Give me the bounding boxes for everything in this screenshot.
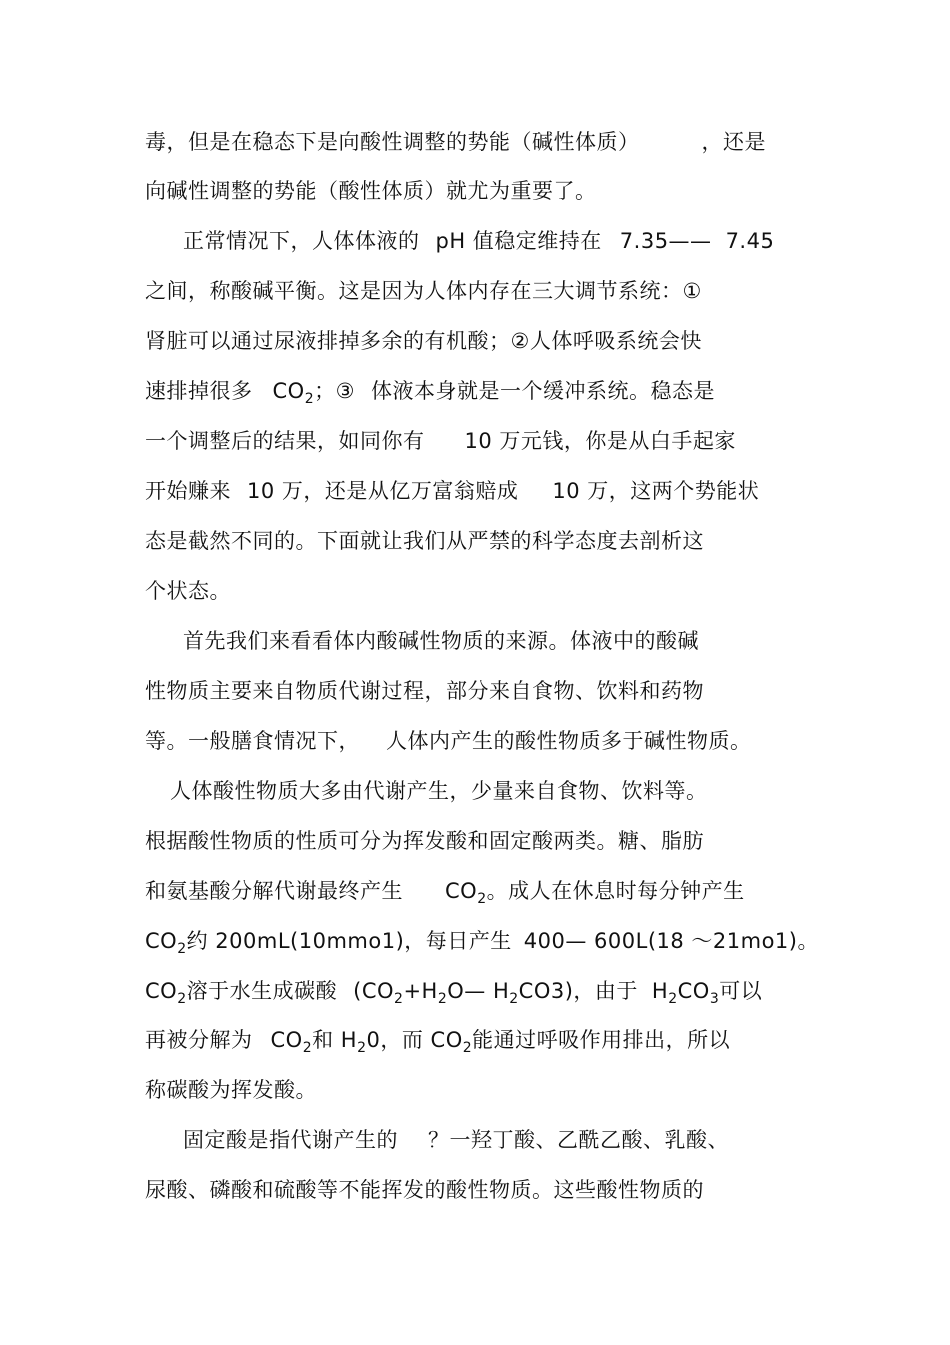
subscript: 2 — [302, 1040, 313, 1056]
subscript: 2 — [437, 991, 448, 1007]
text-line-10 — [145, 577, 231, 605]
text-line-9 — [145, 527, 704, 555]
text-segment: 0，而 CO — [366, 1028, 463, 1052]
text-segment: 尿酸、磷酸和硫酸等不能挥发的酸性物质。这些酸性物质的 — [145, 1178, 704, 1202]
text-line-13 — [145, 727, 752, 755]
text-segment: 10 万元钱，你是从白手起家 — [464, 429, 736, 453]
text-segment: 速排掉很多 — [145, 379, 253, 403]
text-segment: 根据酸性物质的性质可分为挥发酸和固定酸两类。糖、脂肪 — [145, 829, 704, 853]
subscript: 2 — [357, 1040, 367, 1056]
text-segment: 和 H — [312, 1028, 358, 1052]
text-segment: O— H — [447, 979, 510, 1003]
text-segment: CO — [145, 979, 178, 1003]
text-segment: ，还是 — [701, 130, 766, 154]
text-line-20 — [145, 1076, 317, 1104]
text-segment: CO — [677, 979, 710, 1003]
text-segment: 10 万，这两个势能状 — [552, 479, 760, 503]
text-segment: ？一羟丁酸、乙酰乙酸、乳酸、 — [428, 1128, 729, 1152]
subscript: 2 — [462, 1040, 473, 1056]
text-segment: 肾脏可以通过尿液排掉多余的有机酸；②人体呼吸系统会快 — [145, 329, 702, 353]
text-segment: CO — [445, 879, 478, 903]
subscript: 2 — [668, 991, 678, 1007]
text-line-16 — [145, 877, 745, 905]
text-line-17 — [145, 927, 819, 955]
subscript: 3 — [709, 991, 720, 1007]
text-line-18 — [145, 977, 762, 1005]
text-line-1 — [145, 128, 766, 156]
text-line-12 — [145, 677, 704, 705]
text-segment: 固定酸是指代谢产生的 — [183, 1128, 398, 1152]
subscript: 2 — [304, 391, 315, 407]
text-segment: 溶于水生成碳酸 — [186, 979, 338, 1003]
text-segment: 人体内产生的酸性物质多于碱性物质。 — [386, 729, 752, 753]
subscript: 2 — [177, 941, 187, 957]
text-segment: 7.35—— — [619, 229, 712, 253]
text-line-3 — [183, 227, 774, 255]
text-line-15 — [145, 827, 704, 855]
text-line-21 — [183, 1126, 729, 1154]
text-line-19 — [145, 1026, 730, 1054]
subscript: 2 — [477, 891, 487, 907]
text-segment: CO — [145, 929, 178, 953]
text-segment: 能通过呼吸作用排出，所以 — [472, 1028, 731, 1052]
text-segment: 称碳酸为挥发酸。 — [145, 1078, 317, 1102]
text-segment: CO — [272, 379, 305, 403]
text-segment: 10 万，还是从亿万富翁赔成 — [247, 479, 519, 503]
text-segment: 7.45 — [725, 229, 775, 253]
text-segment: 和氨基酸分解代谢最终产生 — [145, 879, 403, 903]
text-line-11 — [183, 627, 699, 655]
text-segment: 。成人在休息时每分钟产生 — [486, 879, 745, 903]
text-segment: CO — [270, 1028, 303, 1052]
text-segment: 体液本身就是一个缓冲系统。稳态是 — [370, 379, 715, 403]
text-segment: 再被分解为 — [145, 1028, 253, 1052]
text-segment: ；③ — [314, 379, 355, 403]
text-line-4 — [145, 277, 702, 305]
text-segment: +H — [403, 979, 438, 1003]
text-line-8 — [145, 477, 759, 505]
text-segment: 人体酸性物质大多由代谢产生，少量来自食物、饮料等。 — [170, 779, 708, 803]
text-segment: 个状态。 — [145, 579, 231, 603]
text-segment: 向碱性调整的势能（酸性体质）就尤为重要了。 — [145, 179, 597, 203]
text-segment: 态是截然不同的。下面就让我们从严禁的科学态度去剖析这 — [145, 529, 704, 553]
text-segment: (CO — [353, 979, 395, 1003]
text-segment: 性物质主要来自物质代谢过程，部分来自食物、饮料和药物 — [145, 679, 704, 703]
text-line-5 — [145, 327, 702, 355]
text-segment: 一个调整后的结果，如同你有 — [145, 429, 425, 453]
text-segment: CO3)，由于 — [518, 979, 638, 1003]
text-segment: 之间，称酸碱平衡。这是因为人体内存在三大调节系统：① — [145, 279, 702, 303]
text-segment: 可以 — [719, 979, 763, 1003]
subscript: 2 — [394, 991, 404, 1007]
text-segment: 首先我们来看看体内酸碱性物质的来源。体液中的酸碱 — [183, 629, 699, 653]
subscript: 2 — [177, 991, 187, 1007]
subscript: 2 — [509, 991, 519, 1007]
text-line-22 — [145, 1176, 704, 1204]
text-line-14 — [170, 777, 708, 805]
text-segment: 毒，但是在稳态下是向酸性调整的势能（碱性体质） — [145, 130, 640, 154]
text-segment: 等。一般膳食情况下， — [145, 729, 360, 753]
text-line-2 — [145, 177, 597, 205]
text-line-6 — [145, 377, 715, 405]
text-segment: pH 值稳定维持在 — [435, 229, 602, 253]
text-segment: 约 200mL(10mmo1)，每日产生 — [186, 929, 512, 953]
text-segment: H — [651, 979, 669, 1003]
text-segment: 开始赚来 — [145, 479, 231, 503]
text-line-7 — [145, 427, 736, 455]
text-segment: 正常情况下，人体体液的 — [183, 229, 420, 253]
text-segment: 400— 600L(18 ～21mo1)。 — [523, 929, 819, 953]
